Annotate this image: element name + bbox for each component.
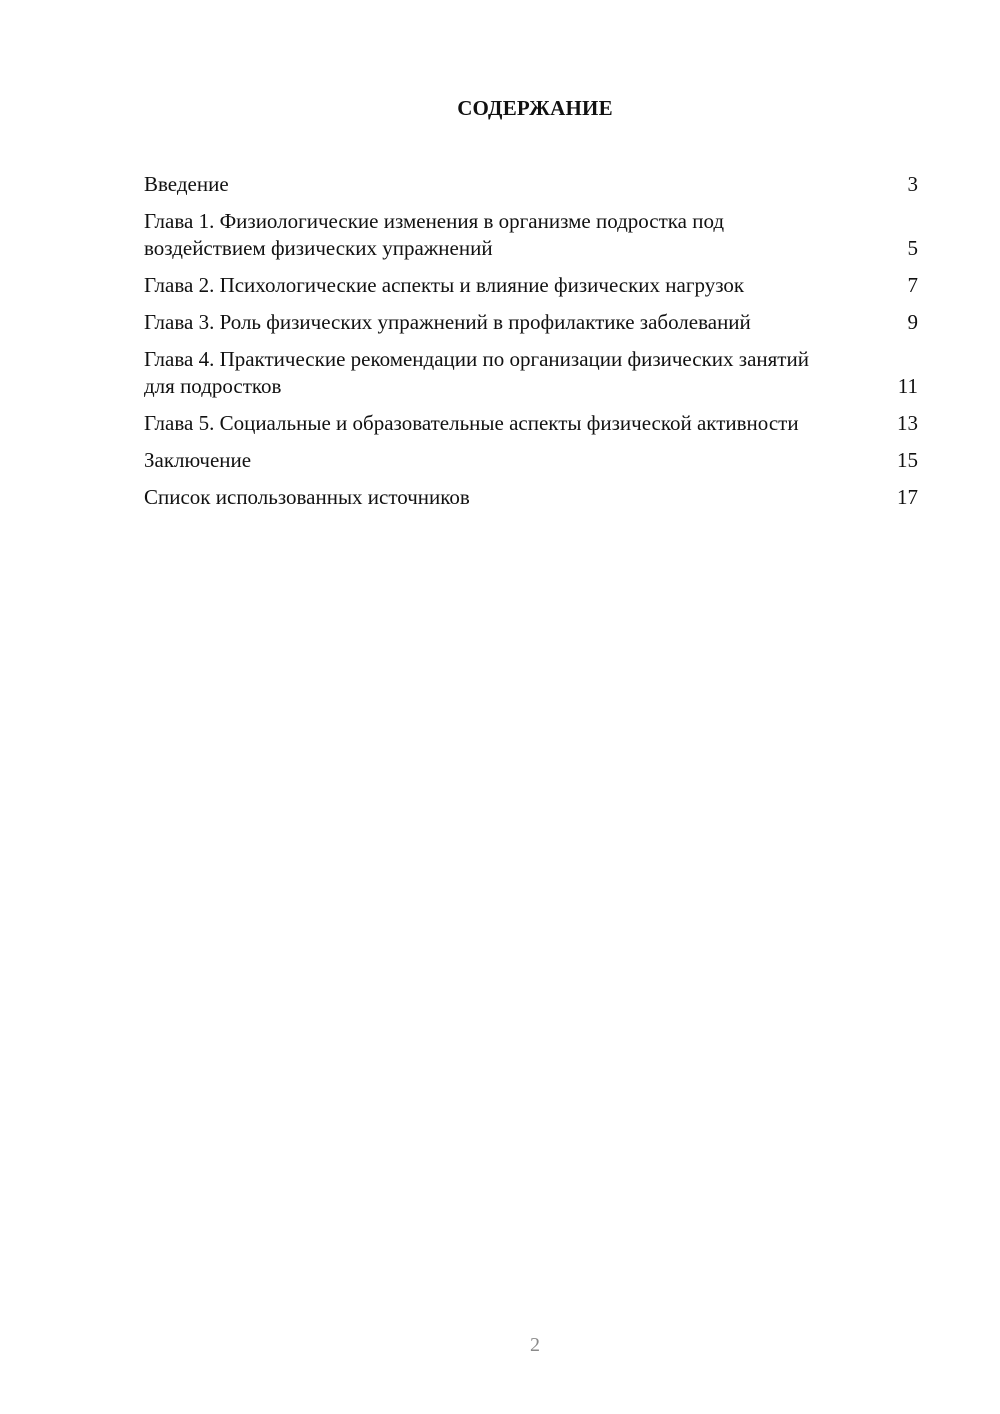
toc-entry-title: Глава 4. Практические рекомендации по организации физических занятий для подростков [144, 347, 809, 398]
toc-entry[interactable] [144, 272, 918, 299]
toc-entry-title: Глава 1. Физиологические изменения в организме подростка под воздействием физических упражнений [144, 209, 725, 260]
toc-entry[interactable] [144, 309, 918, 336]
toc-entry-title: Заключение [144, 448, 252, 472]
toc-entry[interactable] [144, 346, 918, 400]
toc-entry-title: Глава 5. Социальные и образовательные аспекты физической активности [144, 411, 799, 435]
toc-entry[interactable] [144, 410, 918, 437]
toc-entry-title: Глава 2. Психологические аспекты и влияние физических нагрузок [144, 273, 745, 297]
toc-entry[interactable] [144, 447, 918, 474]
toc-entry-page: 17 [897, 485, 918, 509]
toc-entry-page: 3 [907, 172, 918, 196]
toc-entry-title: Глава 3. Роль физических упражнений в профилактике заболеваний [144, 310, 751, 334]
toc-entry-page: 15 [897, 448, 918, 472]
toc-entry-page: 7 [907, 273, 918, 297]
toc-entry-page: 5 [907, 236, 918, 260]
toc-entry-title: Введение [144, 172, 229, 196]
toc-entry-page: 9 [907, 310, 918, 334]
page-title: СОДЕРЖАНИЕ [457, 96, 613, 120]
toc-entry-page: 13 [897, 411, 918, 435]
toc-entry[interactable] [144, 208, 918, 262]
toc-entry[interactable] [144, 484, 918, 511]
toc-entry-title: Список использованных источников [144, 485, 470, 509]
page-number: 2 [530, 1334, 540, 1356]
toc-entry-page: 11 [897, 374, 918, 398]
toc-entry[interactable] [144, 171, 918, 198]
table-of-contents [144, 171, 918, 521]
